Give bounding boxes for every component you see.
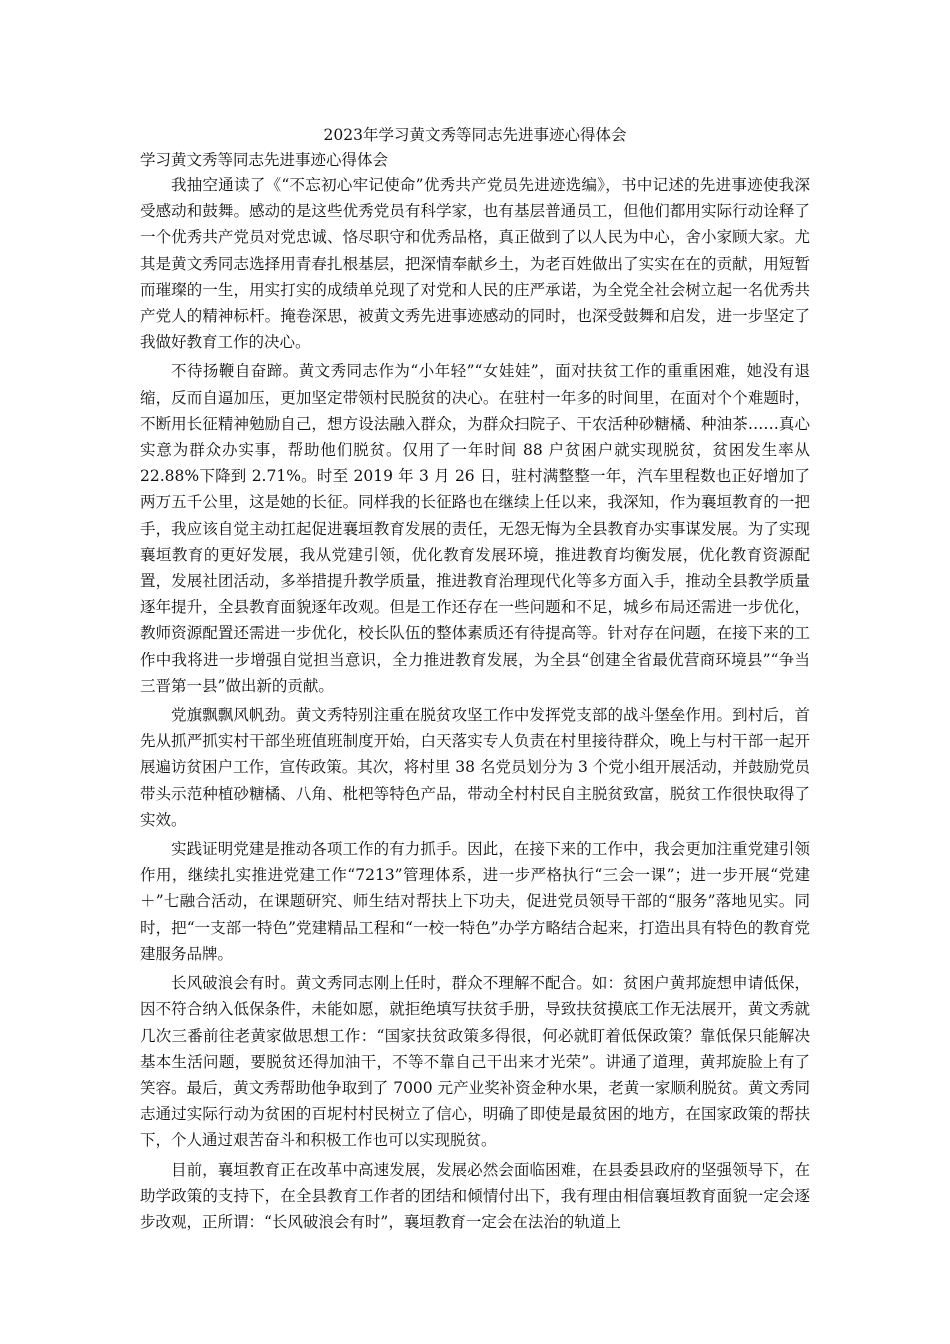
document-page (140, 122, 810, 1238)
paragraph-long-wind: 长风破浪会有时。黄文秀同志刚上任时，群众不理解不配合。如：贫困户黄邦旋想申请低保，因不符合纳入低保条件，未能如愿，就拒绝填写扶贫手册，导致扶贫摸底工作无法展开，黄文秀就几次三番前往老黄家做思想工作：“国家扶贫政策多得很，何必就盯着低保政策？靠低保只能解决基本生活问题，要脱贫还得加油干，不等不靠自己干出来才光荣”。讲通了道理，黄邦旋脸上有了笑容。最后，黄文秀帮助他争取到了 7000 元产业奖补资金种水果，老黄一家顺利脱贫。黄文秀同志通过实际行动为贫困的百坭村村民树立了信心，明确了即使是最贫困的地方，在国家政策的帮扶下，个人通过艰苦奋斗和积极工作也可以实现脱贫。 (140, 974, 810, 1150)
paragraph-party-building: 实践证明党建是推动各项工作的有力抓手。因此，在接下来的工作中，我会更加注重党建引领作用，继续扎实推进党建工作“7213”管理体系，进一步严格执行“三会一课”；进一步开展“党建＋”七融合活动，在课题研究、师生结对帮扶上下功夫，促进党员领导干部的“服务”落地见实。同时，把“一支部一特色”党建精品工程和“一校一特色”办学方略结合起来，打造出具有特色的教育党建服务品牌。 (140, 840, 810, 963)
paragraph-current: 目前，襄垣教育正在改革中高速发展，发展必然会面临困难，在县委县政府的坚强领导下，在助学政策的支持下，在全县教育工作者的团结和倾情付出下，我有理由相信襄垣教育面貌一定会逐步改观，正所谓：“长风破浪会有时”，襄垣教育一定会在法治的轨道上 (140, 1160, 810, 1231)
paragraph-party-flag: 党旗飘飘风帆劲。黄文秀特别注重在脱贫攻坚工作中发挥党支部的战斗堡垒作用。到村后，首先从抓严抓实村干部坐班值班制度开始，白天落实专人负责在村里接待群众，晚上与村干部一起开展遍访贫困户工作，宣传政策。其次，将村里 38 名党员划分为 3 个党小组开展活动，并鼓励党员带头示范种植砂糖橘、八角、枇杷等特色产品，带动全村村民自主脱贫致富，脱贫工作很快取得了实效。 (140, 706, 810, 829)
document-title: 2023年学习黄文秀等同志先进事迹心得体会 (323, 126, 627, 144)
paragraph-intro: 我抽空通读了《“不忘初心牢记使命”优秀共产党员先进迹选编》，书中记述的先进事迹使我深受感动和鼓舞。感动的是这些优秀党员有科学家，也有基层普通员工，但他们都用实际行动诠释了一个优秀共产党员对党忠诚、恪尽职守和优秀品格，真正做到了以人民为中心，舍小家顾大家。尤其是黄文秀同志选择用青春扎根基层，把深情奉献乡土，为老百姓做出了实实在在的贡献，用短暂而璀璨的一生，用实打实的成绩单兑现了对党和人民的庄严承诺，为全党全社会树立起一名优秀共产党人的精神标杆。掩卷深思，被黄文秀先进事迹感动的同时，也深受鼓舞和启发，进一步坚定了我做好教育工作的决心。 (140, 176, 810, 352)
paragraph-self-motivation: 不待扬鞭自奋蹄。黄文秀同志作为“小年轻”“女娃娃”，面对扶贫工作的重重困难，她没有退缩，反而自逼加压，更加坚定带领村民脱贫的决心。在驻村一年多的时间里，在面对个个难题时，不断用长征精神勉励自己，想方设法融入群众，为群众扫院子、干农活种砂糖橘、种油茶……真心实意为群众办实事，帮助他们脱贫。仅用了一年时间 88 户贫困户就实现脱贫，贫困发生率从 22.88%下降到 2.71%。时至 2019 年 3 月 26 日，驻村满整整一年，汽车里程数也正好增加了两万五千公里，这是她的长征。同样我的长征路也在继续上任以来，我深知，作为襄垣教育的一把手，我应该自觉主动扛起促进襄垣教育发展的责任，无怨无悔为全县教育办实事谋发展。为了实现襄垣教育的更好发展，我从党建引领，优化教育发展环境，推进教育均衡发展，优化教育资源配置，发展社团活动，多举措提升教学质量，推进教育治理现代化等多方面入手，推动全县教学质量逐年提升，全县教育面貌逐年改观。但是工作还存在一些问题和不足，城乡布局还需进一步优化，教师资源配置还需进一步优化，校长队伍的整体素质还有待提高等。针对存在问题，在接下来的工作中我将进一步增强自觉担当意识，全力推进教育发展，为全县“创建全省最优营商环境县”“争当三晋第一县”做出新的贡献。 (140, 362, 810, 695)
document-subtitle: 学习黄文秀等同志先进事迹心得体会 (140, 151, 389, 169)
